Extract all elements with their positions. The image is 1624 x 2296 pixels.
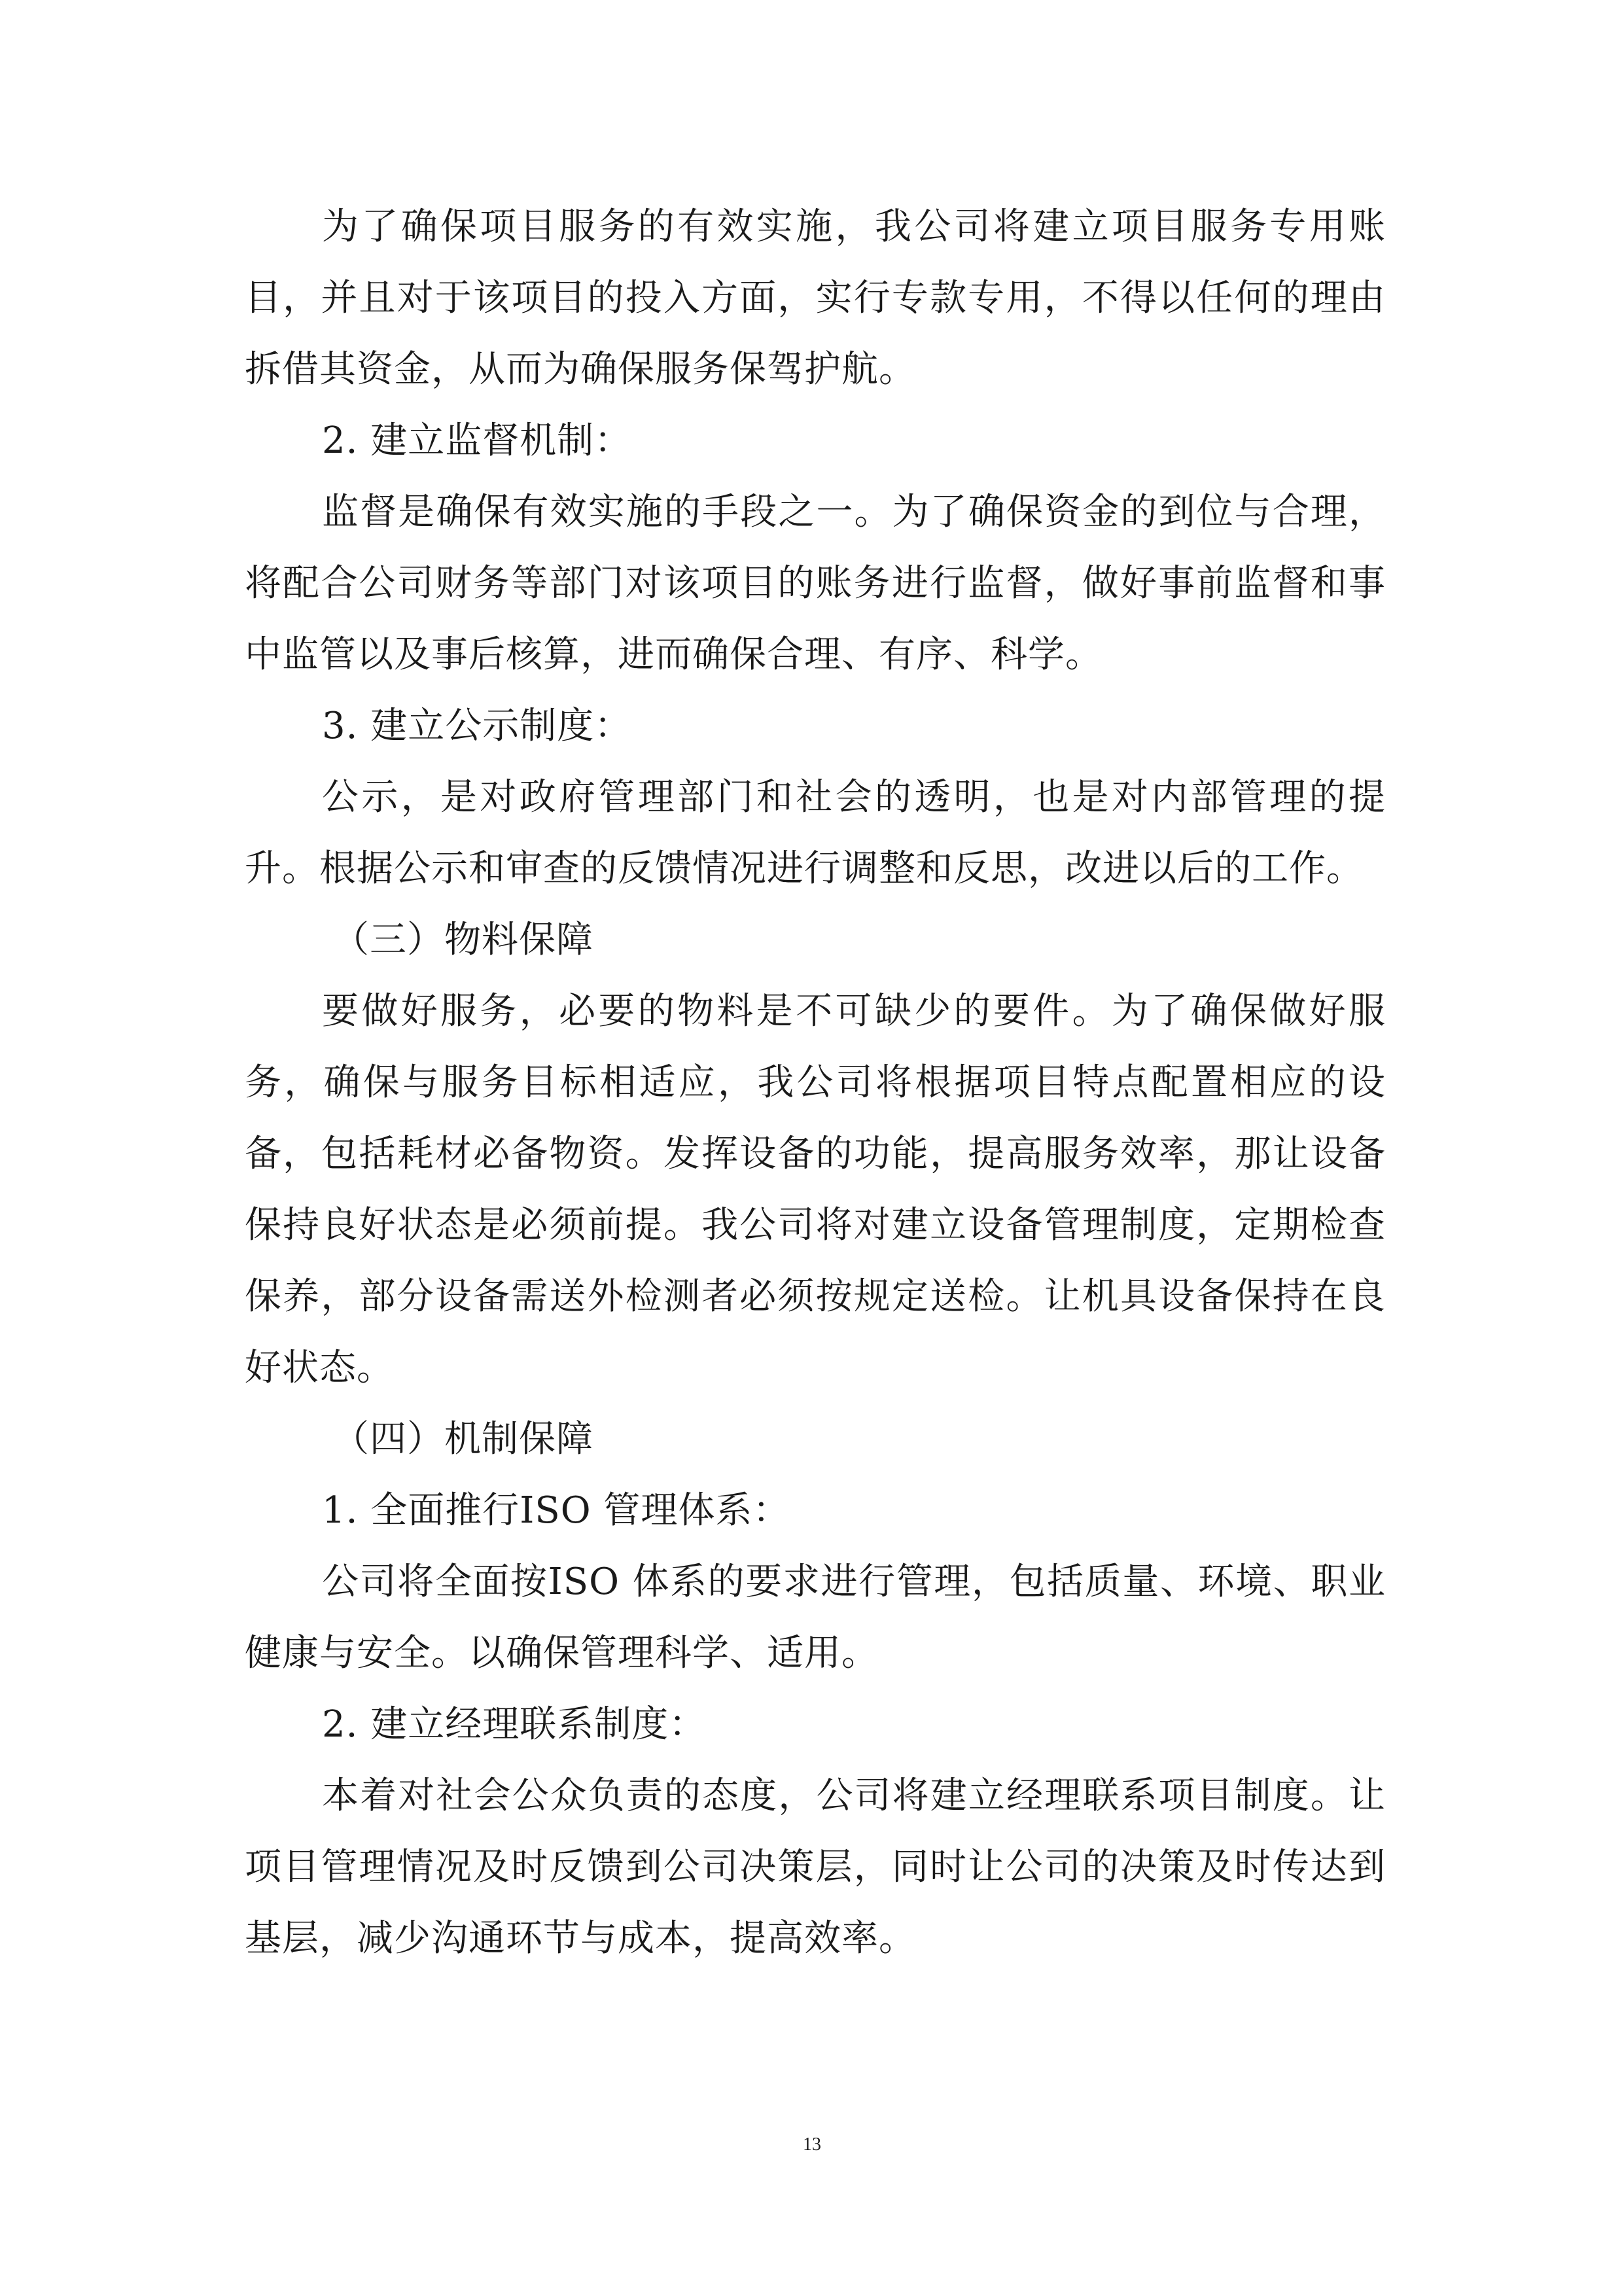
heading-manager-liaison: 2. 建立经理联系制度：: [322, 1703, 707, 1746]
paragraph-manager-liaison: 本着对社会公众负责的态度，公司将建立经理联系项目制度。让项目管理情况及时反馈到公司决策层，同时让公司的决策及时传达到基层，减少沟通环节与成本，提高效率。: [245, 1775, 1386, 1960]
paragraph-iso: 公司将全面按ISO 体系的要求进行管理，包括质量、环境、职业健康与安全。以确保管理科学、适用。: [245, 1561, 1386, 1674]
paragraph-publicity: 公示，是对政府管理部门和社会的透明，也是对内部管理的提升。根据公示和审查的反馈情况进行调整和反思，改进以后的工作。: [245, 776, 1386, 890]
section-heading-materials: （三）物料保障: [332, 919, 593, 961]
heading-supervision-mechanism: 2. 建立监督机制：: [322, 419, 632, 462]
page-body: [245, 191, 1386, 1974]
paragraph-supervision: 监督是确保有效实施的手段之一。为了确保资金的到位与合理，将配合公司财务等部门对该项目的账务进行监督，做好事前监督和事中监管以及事后核算，进而确保合理、有序、科学。: [245, 491, 1386, 676]
section-heading-mechanism: （四）机制保障: [332, 1418, 593, 1460]
heading-publicity-system: 3. 建立公示制度：: [322, 705, 632, 747]
paragraph-dedicated-account: 为了确保项目服务的有效实施，我公司将建立项目服务专用账目，并且对于该项目的投入方面，实行专款专用，不得以任何的理由拆借其资金，从而为确保服务保驾护航。: [245, 205, 1386, 391]
paragraph-materials: 要做好服务，必要的物料是不可缺少的要件。为了确保做好服务，确保与服务目标相适应，我公司将根据项目特点配置相应的设备，包括耗材必备物资。发挥设备的功能，提高服务效率，那让设备保持良好状态是必须前提。我公司将对建立设备管理制度，定期检查保养，部分设备需送外检测者必须按规定送检。让机具设备保持在良好状态。: [245, 990, 1386, 1389]
heading-iso-system: 1. 全面推行ISO 管理体系：: [322, 1489, 790, 1532]
page-number: 13: [803, 2134, 821, 2155]
